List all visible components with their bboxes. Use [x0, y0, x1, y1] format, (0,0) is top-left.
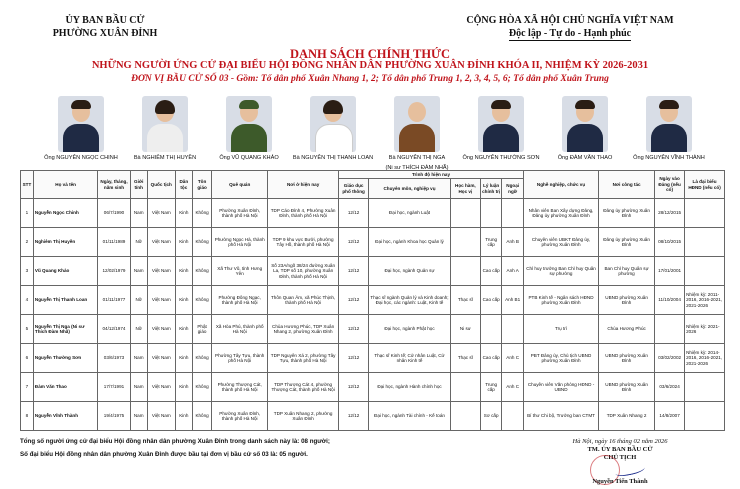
- issuer-header: [30, 14, 180, 40]
- cell-council: Nhiệm kỳ: 2014-2016, 2016-2021, 2021-2026: [685, 344, 725, 373]
- cell-general: 12/12: [339, 257, 369, 286]
- cell-party-date: 03/6/2024: [655, 373, 685, 402]
- table-row: [21, 344, 725, 373]
- cell-party-date: 14/8/2007: [655, 402, 685, 431]
- cell-workplace: TDP Xuân Nhang 2: [599, 402, 655, 431]
- candidate-photo: [310, 96, 356, 152]
- sign-org: TM. ỦY BAN BẦU CỬ: [587, 446, 653, 453]
- cell-council: [685, 257, 725, 286]
- cell-council: Nhiệm kỳ: 2011-2016, 2016-2021, 2021-2026: [685, 286, 725, 315]
- cell-dob: 01/11/1989: [98, 228, 130, 257]
- candidate-label: Bà NGUYỄN THỊ THANH LOAN: [292, 155, 374, 161]
- issue-date: Hà Nội, ngày 16 tháng 02 năm 2026: [572, 438, 668, 445]
- col-general: Giáo dục phổ thông: [339, 179, 369, 199]
- col-nationality: Quốc tịch: [147, 171, 175, 199]
- cell-religion: Phật giáo: [192, 315, 211, 344]
- col-council: Là đại biểu HĐND (nếu có): [685, 171, 725, 199]
- sign-role: CHỦ TỊCH: [603, 454, 637, 461]
- cell-council: [685, 199, 725, 228]
- cell-stt: 3: [21, 257, 34, 286]
- cell-workplace: Đảng ủy phường Xuân Đỉnh: [599, 199, 655, 228]
- national-header: [420, 14, 720, 41]
- candidate-label: Ông NGUYỄN THƯỜNG SƠN: [462, 155, 540, 161]
- cell-religion: Không: [192, 373, 211, 402]
- issuer-line-1: ỦY BAN BẦU CỬ: [65, 15, 145, 26]
- cell-name: Đàm Văn Thao: [33, 373, 97, 402]
- cell-job: Trụ trì: [523, 315, 598, 344]
- cell-academic: Ni sư: [450, 315, 480, 344]
- cell-general: 12/12: [339, 228, 369, 257]
- cell-workplace: UBND phường Xuân Đỉnh: [599, 286, 655, 315]
- col-name: Họ và tên: [33, 171, 97, 199]
- cell-general: 12/12: [339, 315, 369, 344]
- cell-residence: TDP Thượng Cát 4, phường Thượng Cát, thành phố Hà Nội: [268, 373, 339, 402]
- col-residence: Nơi ở hiện nay: [268, 171, 339, 199]
- cell-religion: Không: [192, 402, 211, 431]
- cell-hometown: Phường Đông Ngạc, thành phố Hà Nội: [212, 286, 268, 315]
- cell-nationality: Việt Nam: [147, 315, 175, 344]
- table-row: [21, 315, 725, 344]
- table-row: [21, 286, 725, 315]
- cell-political: [480, 315, 501, 344]
- cell-party-date: 28/12/2015: [655, 199, 685, 228]
- col-major: Chuyên môn, nghiệp vụ: [369, 179, 451, 199]
- cell-general: 12/12: [339, 286, 369, 315]
- cell-general: 12/12: [339, 402, 369, 431]
- cell-dob: 19/4/1975: [98, 402, 130, 431]
- cell-hometown: Xã Thư Vũ, tỉnh Hưng Yên: [212, 257, 268, 286]
- cell-council: [685, 228, 725, 257]
- candidate-card: [124, 96, 206, 165]
- cell-gender: Nam: [130, 344, 147, 373]
- cell-name: Nguyễn Vĩnh Thành: [33, 402, 97, 431]
- cell-political: Cao cấp: [480, 344, 501, 373]
- cell-job: PBT Đảng ủy, Chủ tịch UBND phường Xuân Đỉnh: [523, 344, 598, 373]
- cell-major: Đại học, ngành Tài chính - Kế toán: [369, 402, 451, 431]
- cell-nationality: Việt Nam: [147, 228, 175, 257]
- candidate-card: [460, 96, 542, 165]
- cell-gender: Nam: [130, 402, 147, 431]
- cell-job: PTB Kinh tế - Ngân sách HĐND phường Xuân Đỉnh: [523, 286, 598, 315]
- cell-general: 12/12: [339, 344, 369, 373]
- candidate-card: [40, 96, 122, 165]
- candidate-label: Bà NGUYỄN THỊ NGA: [388, 155, 446, 161]
- candidate-card: [208, 96, 290, 165]
- cell-hometown: Phường Xuân Đỉnh, thành phố Hà Nội: [212, 199, 268, 228]
- cell-job: Bí thư Chi bộ, Trưởng ban CTMT: [523, 402, 598, 431]
- signer-name: Nguyễn Tiến Thành: [592, 478, 648, 485]
- cell-ethnicity: Kinh: [175, 257, 192, 286]
- candidate-photo: [646, 96, 692, 152]
- cell-name: Vũ Quang Khảo: [33, 257, 97, 286]
- cell-religion: Không: [192, 257, 211, 286]
- candidate-card: [292, 96, 374, 165]
- candidate-photo-row: [40, 96, 710, 171]
- cell-dob: 12/02/1979: [98, 257, 130, 286]
- cell-party-date: 03/02/2002: [655, 344, 685, 373]
- cell-dob: 06/7/1990: [98, 199, 130, 228]
- cell-residence: TDP Xuân Nhang 2, phường Xuân Đỉnh: [268, 402, 339, 431]
- cell-job: Nhân viên Ban Xây dựng Đảng, Đảng ủy phường Xuân Đỉnh: [523, 199, 598, 228]
- candidate-label: Ông VŨ QUANG KHẢO: [219, 155, 279, 161]
- col-dob: Ngày, tháng, năm sinh: [98, 171, 130, 199]
- cell-academic: [450, 373, 480, 402]
- cell-political: Cao cấp: [480, 257, 501, 286]
- table-row: [21, 257, 725, 286]
- cell-workplace: Đảng ủy phường Xuân Đỉnh: [599, 228, 655, 257]
- cell-hometown: Phường Xuân Đỉnh, thành phố Hà Nội: [212, 402, 268, 431]
- col-language: Ngoại ngữ: [502, 179, 524, 199]
- cell-party-date: [655, 315, 685, 344]
- cell-name: Nguyễn Thường Sơn: [33, 344, 97, 373]
- cell-ethnicity: Kinh: [175, 228, 192, 257]
- cell-gender: Nam: [130, 199, 147, 228]
- cell-workplace: Chùa Hương Phúc: [599, 315, 655, 344]
- candidate-card: [628, 96, 710, 165]
- cell-religion: Không: [192, 199, 211, 228]
- cell-major: Đại học, ngành Luật: [369, 199, 451, 228]
- cell-academic: [450, 199, 480, 228]
- cell-religion: Không: [192, 344, 211, 373]
- cell-hometown: Xã Hòa Phú, thành phố Hà Nội: [212, 315, 268, 344]
- cell-gender: Nữ: [130, 286, 147, 315]
- cell-hometown: Phường Thượng Cát, thành phố Hà Nội: [212, 373, 268, 402]
- cell-ethnicity: Kinh: [175, 286, 192, 315]
- candidate-label: Bà NGHIÊM THỊ HUYỀN: [133, 155, 197, 161]
- cell-gender: Nữ: [130, 228, 147, 257]
- cell-political: [480, 199, 501, 228]
- cell-language: Anh B1: [502, 286, 524, 315]
- total-candidates-note: Tổng số người ứng cử đại biểu Hội đồng nhân dân phường Xuân Đỉnh trong danh sách này là: 08 người;: [20, 438, 330, 445]
- cell-language: [502, 315, 524, 344]
- cell-nationality: Việt Nam: [147, 199, 175, 228]
- candidate-photo: [478, 96, 524, 152]
- cell-dob: 04/12/1974: [98, 315, 130, 344]
- cell-name: Nguyễn Thị Nga (Ni sư Thích Đàm Nhã): [33, 315, 97, 344]
- cell-job: Chuyên viên Văn phòng HĐND - UBND: [523, 373, 598, 402]
- cell-stt: 8: [21, 402, 34, 431]
- col-academic: Học hàm, Học vị: [450, 179, 480, 199]
- candidate-photo: [142, 96, 188, 152]
- cell-stt: 4: [21, 286, 34, 315]
- cell-council: Nhiệm kỳ: 2021-2026: [685, 315, 725, 344]
- cell-workplace: UBND phường Xuân Đỉnh: [599, 373, 655, 402]
- table-row: [21, 402, 725, 431]
- cell-party-date: 11/10/2004: [655, 286, 685, 315]
- cell-dob: 17/7/1991: [98, 373, 130, 402]
- col-party-date: Ngày vào Đảng (nếu có): [655, 171, 685, 199]
- cell-language: Anh C: [502, 373, 524, 402]
- cell-major: Thạc sĩ Kinh tế; Cử nhân Luật, Cử nhân Kinh tế: [369, 344, 451, 373]
- col-education-group: Trình độ hiện nay: [339, 171, 524, 179]
- cell-ethnicity: Kinh: [175, 315, 192, 344]
- cell-major: Đại học, ngành Quản sự: [369, 257, 451, 286]
- cell-general: 12/12: [339, 373, 369, 402]
- cell-language: Anh B: [502, 228, 524, 257]
- candidate-photo: [562, 96, 608, 152]
- cell-workplace: UBND phường Xuân Đỉnh: [599, 344, 655, 373]
- cell-political: Sơ cấp: [480, 402, 501, 431]
- issuer-line-2: PHƯỜNG XUÂN ĐỈNH: [52, 28, 158, 39]
- cell-language: [502, 402, 524, 431]
- cell-academic: [450, 257, 480, 286]
- cell-residence: Số 23A/ngõ 38/24 đường Xuân La, TDP số 10, phường Xuân Đỉnh, thành phố Hà Nội: [268, 257, 339, 286]
- col-stt: STT: [21, 171, 34, 199]
- candidate-label: Ông ĐÀM VĂN THAO: [557, 155, 613, 161]
- cell-nationality: Việt Nam: [147, 257, 175, 286]
- cell-major: Đại học, ngành Khoa học Quản lý: [369, 228, 451, 257]
- document-subtitle: NHỮNG NGƯỜI ỨNG CỬ ĐẠI BIỂU HỘI ĐỒNG NHÂN DÂN PHƯỜNG XUÂN ĐỈNH KHÓA II, NHIỆM KỲ 2026-2031: [91, 60, 649, 71]
- cell-academic: Thạc sĩ: [450, 286, 480, 315]
- cell-hometown: Phường Tây Tựu, thành phố Hà Nội: [212, 344, 268, 373]
- col-workplace: Nơi công tác: [599, 171, 655, 199]
- cell-residence: TDP Nguyên Xá 2, phường Tây Tựu, thành phố Hà Nội: [268, 344, 339, 373]
- cell-residence: TDP Cáo Đỉnh 4, Phường Xuân Đỉnh, thành phố Hà Nội: [268, 199, 339, 228]
- cell-stt: 2: [21, 228, 34, 257]
- candidate-card: [544, 96, 626, 165]
- candidate-note: (Ni sư THÍCH ĐÀM NHÃ): [385, 165, 449, 171]
- cell-political: Trung cấp: [480, 373, 501, 402]
- candidate-photo: [58, 96, 104, 152]
- candidate-photo: [394, 96, 440, 152]
- cell-language: Anh C: [502, 344, 524, 373]
- cell-political: Cao cấp: [480, 286, 501, 315]
- col-gender: Giới tính: [130, 171, 147, 199]
- cell-ethnicity: Kinh: [175, 344, 192, 373]
- national-motto: Độc lập - Tự do - Hạnh phúc: [508, 28, 632, 39]
- cell-workplace: Ban Chỉ huy Quân sự phường: [599, 257, 655, 286]
- cell-name: Nguyễn Ngọc Chinh: [33, 199, 97, 228]
- cell-name: Nghiêm Thị Huyền: [33, 228, 97, 257]
- cell-major: Đại học, ngành Phật học: [369, 315, 451, 344]
- cell-job: Chuyên viên UBKT Đảng ủy, phường Xuân Đỉnh: [523, 228, 598, 257]
- candidate-label: Ông NGUYỄN NGỌC CHINH: [44, 155, 118, 161]
- cell-political: Trung cấp: [480, 228, 501, 257]
- document-title: DANH SÁCH CHÍNH THỨC: [289, 47, 451, 61]
- cell-ethnicity: Kinh: [175, 199, 192, 228]
- cell-council: [685, 402, 725, 431]
- cell-dob: 01/11/1977: [98, 286, 130, 315]
- cell-academic: [450, 228, 480, 257]
- cell-stt: 6: [21, 344, 34, 373]
- cell-language: [502, 199, 524, 228]
- cell-nationality: Việt Nam: [147, 286, 175, 315]
- electoral-unit: ĐƠN VỊ BẦU CỬ SỐ 03 - Gồm: Tổ dân phố Xuân Nhang 1, 2; Tổ dân phố Trung 1, 2, 3, 4, 5, 6; Tổ dân phố Xuân Trung: [131, 74, 609, 84]
- cell-stt: 7: [21, 373, 34, 402]
- cell-party-date: 08/10/2015: [655, 228, 685, 257]
- cell-major: Thạc sĩ ngành Quản lý và Kinh doanh; Đại học, các ngành: Luật, Kinh tế: [369, 286, 451, 315]
- col-ethnicity: Dân tộc: [175, 171, 192, 199]
- col-hometown: Quê quán: [212, 171, 268, 199]
- cell-job: Chỉ huy trưởng Ban Chỉ huy Quân sự phường: [523, 257, 598, 286]
- cell-name: Nguyễn Thị Thanh Loan: [33, 286, 97, 315]
- cell-party-date: 17/01/2001: [655, 257, 685, 286]
- col-job: Nghề nghiệp, chức vụ: [523, 171, 598, 199]
- cell-gender: Nam: [130, 257, 147, 286]
- cell-stt: 1: [21, 199, 34, 228]
- table-row: [21, 199, 725, 228]
- cell-ethnicity: Kinh: [175, 373, 192, 402]
- cell-stt: 5: [21, 315, 34, 344]
- cell-gender: Nữ: [130, 315, 147, 344]
- cell-general: 12/12: [339, 199, 369, 228]
- cell-hometown: Phường Ngọc Hà, thành phố Hà Nội: [212, 228, 268, 257]
- cell-council: [685, 373, 725, 402]
- candidate-table: [20, 170, 725, 431]
- cell-dob: 03/6/1973: [98, 344, 130, 373]
- cell-residence: Chùa Hương Phúc, TDP Xuân Nhang 2, phường Xuân Đỉnh: [268, 315, 339, 344]
- cell-language: Anh A: [502, 257, 524, 286]
- col-political: Lý luận chính trị: [480, 179, 501, 199]
- col-religion: Tôn giáo: [192, 171, 211, 199]
- cell-residence: Thôn Quan Âm, xã Phúc Thịnh, thành phố Hà Nội: [268, 286, 339, 315]
- candidate-label: Ông NGUYỄN VĨNH THÀNH: [633, 155, 705, 161]
- elected-count-note: Số đại biểu Hội đồng nhân dân phường Xuân Đỉnh được bầu tại đơn vị bầu cử số 03 là: 05 người.: [20, 451, 308, 458]
- candidate-photo: [226, 96, 272, 152]
- table-row: [21, 373, 725, 402]
- candidate-card: [376, 96, 458, 172]
- cell-religion: Không: [192, 286, 211, 315]
- signature-block: [540, 438, 700, 462]
- cell-ethnicity: Kinh: [175, 402, 192, 431]
- cell-gender: Nam: [130, 373, 147, 402]
- cell-academic: Thạc sĩ: [450, 344, 480, 373]
- cell-residence: TDP 9 khu vực Bưởi, phường Tây Hồ, thành phố Hà Nội: [268, 228, 339, 257]
- cell-religion: Không: [192, 228, 211, 257]
- country-name: CỘNG HÒA XÃ HỘI CHỦ NGHĨA VIỆT NAM: [466, 15, 674, 26]
- table-row: [21, 228, 725, 257]
- cell-nationality: Việt Nam: [147, 373, 175, 402]
- cell-academic: [450, 402, 480, 431]
- cell-nationality: Việt Nam: [147, 402, 175, 431]
- cell-major: Đại học, ngành Hành chính học: [369, 373, 451, 402]
- cell-nationality: Việt Nam: [147, 344, 175, 373]
